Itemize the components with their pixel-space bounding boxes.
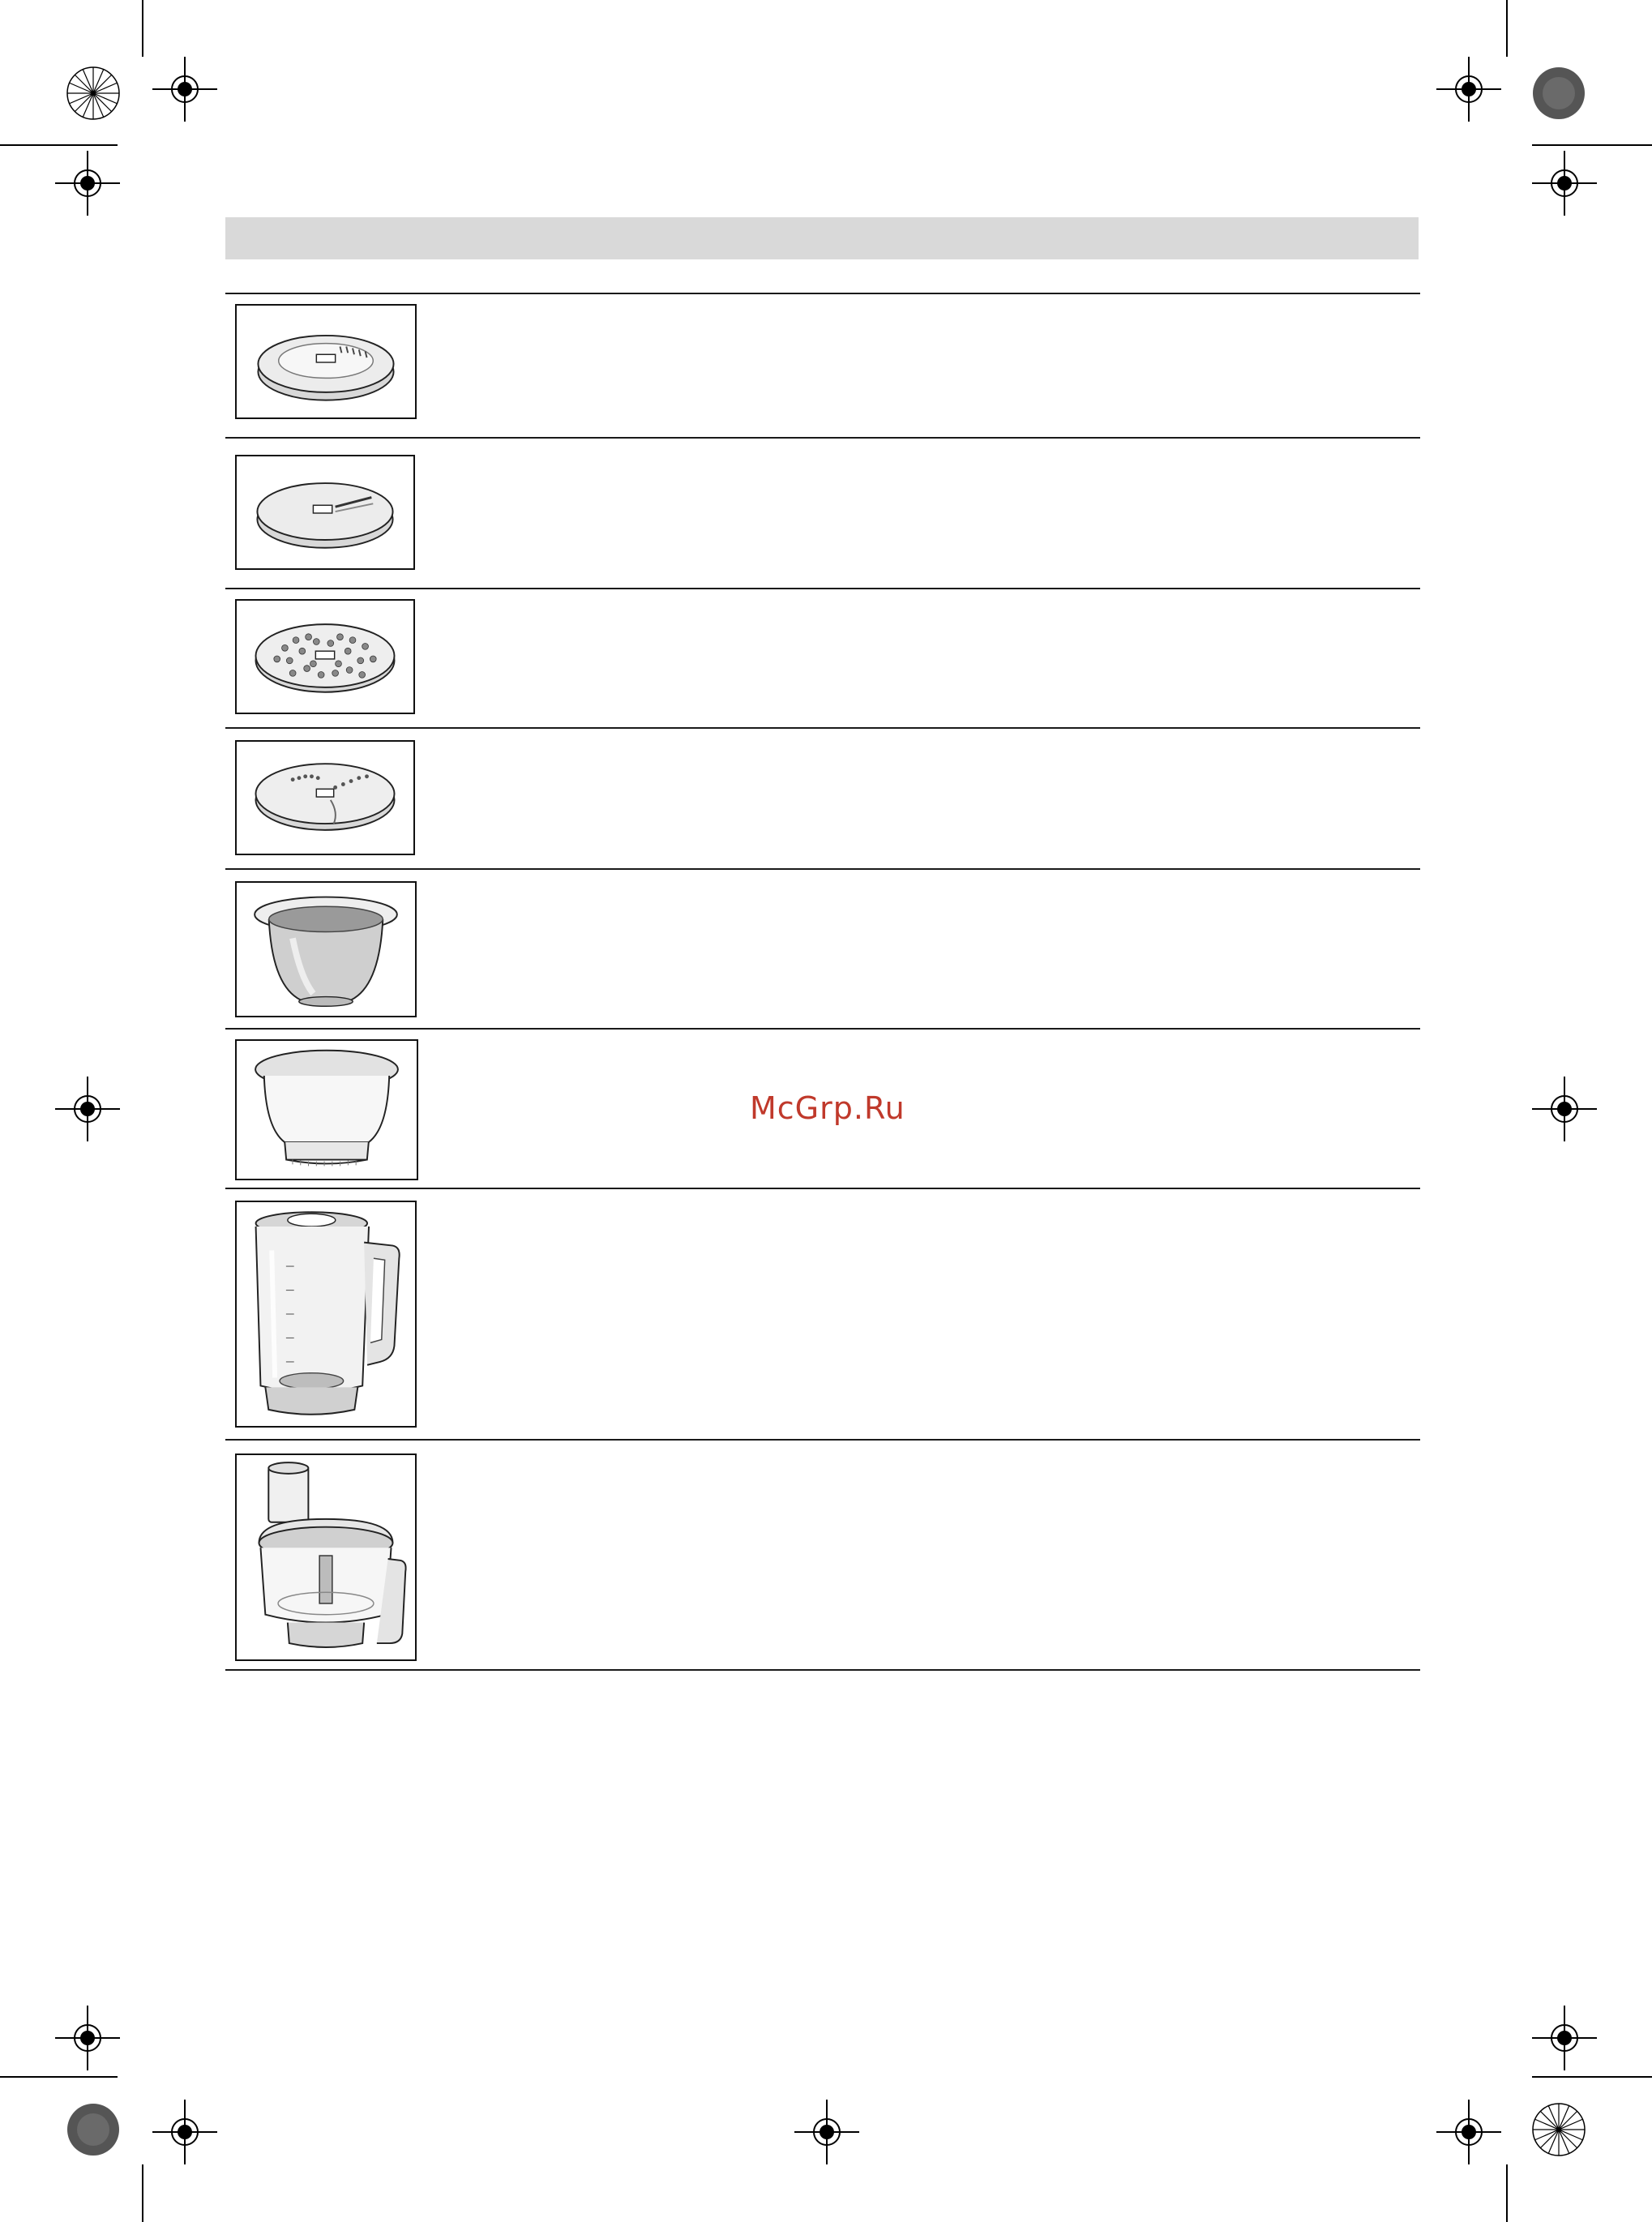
stainless-bowl-icon	[235, 881, 417, 1017]
registration-mark-left-middle	[55, 1077, 120, 1141]
registration-mark-bottom-right	[1436, 2100, 1501, 2164]
accessory-row	[225, 588, 1420, 727]
accessory-row	[225, 727, 1420, 868]
registration-mark-right-upper	[1532, 151, 1597, 216]
registration-mark-right-lower	[1532, 2006, 1597, 2070]
accessory-row	[225, 1188, 1420, 1439]
blender-jug-icon	[235, 1201, 417, 1428]
accessory-row	[225, 293, 1420, 437]
slicing-disc-thin-icon	[235, 455, 415, 570]
food-processor-icon	[235, 1454, 417, 1661]
star-target-top-right	[1532, 66, 1586, 120]
registration-mark-right-middle	[1532, 1077, 1597, 1141]
trim-line	[1532, 144, 1652, 146]
trim-line	[142, 2164, 143, 2222]
registration-mark-top-right	[1436, 57, 1501, 122]
accessory-row	[225, 437, 1420, 588]
registration-mark-bottom-left	[152, 2100, 217, 2164]
trim-line	[0, 2076, 118, 2078]
star-target-bottom-right	[1532, 2103, 1586, 2156]
shredding-disc-icon	[235, 740, 415, 855]
trim-line	[142, 0, 143, 57]
trim-line	[1506, 2164, 1508, 2222]
trim-line	[0, 144, 118, 146]
accessory-row	[225, 1439, 1420, 1671]
grating-disc-icon	[235, 599, 415, 714]
star-target-bottom-left	[66, 2103, 120, 2156]
accessory-row	[225, 868, 1420, 1028]
registration-mark-left-lower	[55, 2006, 120, 2070]
slicing-disc-icon	[235, 304, 417, 419]
registration-mark-bottom-center	[794, 2100, 859, 2164]
star-target-top-left	[66, 66, 120, 120]
accessory-table	[225, 293, 1420, 1671]
registration-mark-top-left	[152, 57, 217, 122]
registration-mark-left-upper	[55, 151, 120, 216]
trim-line	[1506, 0, 1508, 57]
section-header-bar	[225, 217, 1419, 259]
watermark-text: McGrp.Ru	[750, 1090, 905, 1126]
plastic-bowl-icon	[235, 1039, 418, 1180]
trim-line	[1532, 2076, 1652, 2078]
